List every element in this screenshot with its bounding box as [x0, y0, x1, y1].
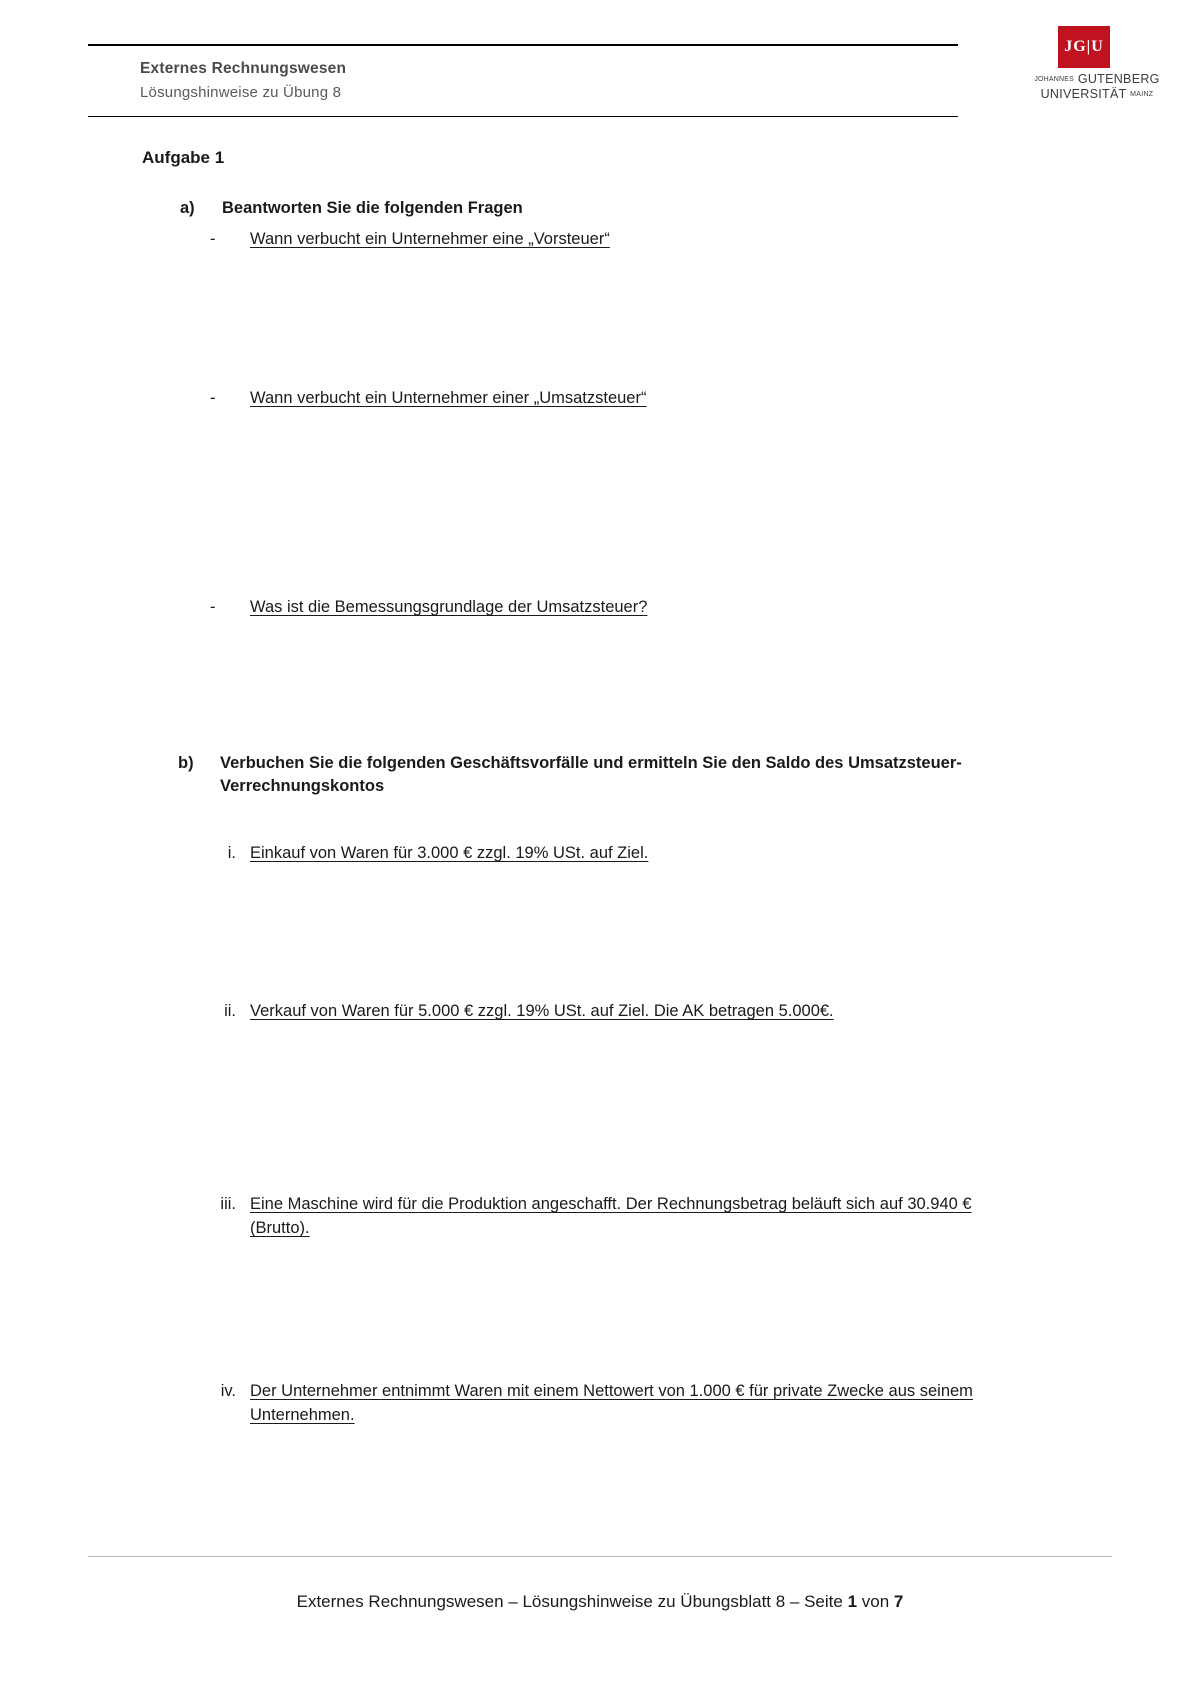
part-b-marker: b): [178, 754, 194, 772]
part-a: [180, 197, 1000, 220]
item-a-1: [210, 228, 1000, 252]
page-title: Aufgabe 1: [142, 148, 225, 167]
item-b-4-marker: iv.: [220, 1382, 236, 1400]
logo-mark-text: JG|U: [1064, 38, 1104, 55]
item-b-3: [188, 1193, 1008, 1241]
item-b-2: [188, 1000, 998, 1024]
item-b-4-text: Der Unternehmer entnimmt Waren mit einem Nettowert von 1.000 € für private Zwecke aus seinem Unternehmen.: [250, 1382, 973, 1424]
logo-gutenberg-text: GUTENBERG: [1077, 72, 1160, 86]
item-a-1-text: Wann verbucht ein Unternehmer eine „Vorsteuer“: [250, 230, 610, 248]
item-b-3-marker: iii.: [220, 1195, 236, 1213]
footer-rule: [88, 1556, 1112, 1557]
footer-middle: von: [857, 1592, 894, 1611]
part-b: [178, 752, 1018, 799]
item-b-4: [188, 1380, 998, 1428]
item-a-2-marker: -: [210, 389, 216, 407]
item-a-3-marker: -: [210, 598, 216, 616]
item-b-1: [188, 842, 1008, 866]
footer-page-number: 1: [847, 1592, 858, 1611]
logo-johannes-text: JOHANNES: [1034, 76, 1075, 83]
item-a-3-text: Was ist die Bemessungsgrundlage der Umsatzsteuer?: [250, 598, 648, 616]
item-b-1-text: Einkauf von Waren für 3.000 € zzgl. 19% USt. auf Ziel.: [250, 844, 649, 862]
logo-mainz-text: MAINZ: [1130, 91, 1154, 98]
item-a-1-marker: -: [210, 230, 216, 248]
page-footer: [0, 1592, 1200, 1612]
item-a-2-text: Wann verbucht ein Unternehmer einer „Umsatzsteuer“: [250, 389, 647, 407]
logo-universitaet-text: UNIVERSITÄT: [1040, 87, 1127, 101]
part-b-heading: Verbuchen Sie die folgenden Geschäftsvorfälle und ermitteln Sie den Saldo des Umsatzsteuer-Verrechnungskontos: [220, 754, 962, 796]
item-a-2: [210, 387, 1000, 411]
logo-line-2: [1022, 87, 1172, 101]
item-a-3: [210, 596, 1000, 620]
item-b-2-text: Verkauf von Waren für 5.000 € zzgl. 19% USt. auf Ziel. Die AK betragen 5.000€.: [250, 1002, 834, 1020]
footer-prefix: Externes Rechnungswesen – Lösungshinweise zu Übungsblatt 8 – Seite: [296, 1592, 848, 1611]
header-bottom-rule: [88, 116, 958, 117]
footer-total-pages: 7: [893, 1592, 904, 1611]
header-title: Externes Rechnungswesen: [140, 60, 347, 77]
item-b-3-text: Eine Maschine wird für die Produktion angeschafft. Der Rechnungsbetrag beläuft sich auf 30.940 € (Brutto).: [250, 1195, 972, 1237]
page-header: [88, 44, 1112, 122]
logo-mark: [1058, 26, 1110, 68]
header-top-rule: [88, 44, 958, 46]
part-a-heading: Beantworten Sie die folgenden Fragen: [222, 199, 523, 217]
university-logo: [1022, 26, 1172, 106]
item-b-2-marker: ii.: [224, 1002, 236, 1020]
header-subtitle: Lösungshinweise zu Übung 8: [140, 84, 342, 101]
part-a-marker: a): [180, 199, 195, 217]
item-b-1-marker: i.: [227, 844, 236, 862]
logo-line-1: [1022, 72, 1172, 86]
